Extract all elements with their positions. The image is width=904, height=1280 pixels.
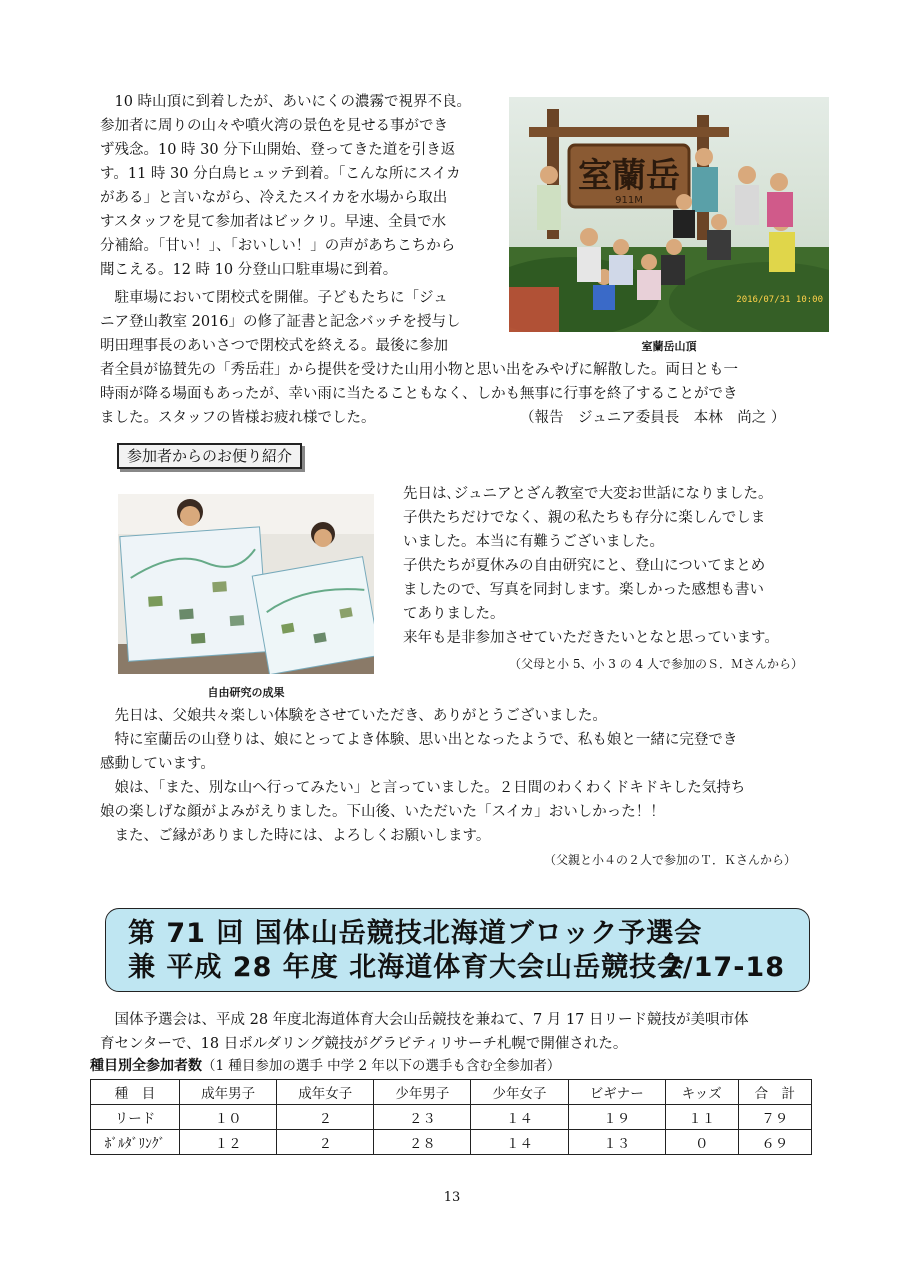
table-heading (90, 1055, 810, 1077)
table-cell: １３ (568, 1130, 665, 1155)
table-cell: ２３ (374, 1105, 471, 1130)
text-line: 子供たちが夏休みの自由研究にと、登山についてまとめ (403, 558, 766, 574)
text-line: 育センターで、18 日ボルダリング競技がグラビティリサーチ札幌で開催された。 (100, 1036, 628, 1052)
table-cell: ０ (665, 1130, 738, 1155)
table-title: 種目別全参加者数 (90, 1058, 202, 1074)
table-row (91, 1105, 812, 1130)
text-line: 10 時山頂に到着したが、あいにくの濃霧で視界不良。 (100, 94, 472, 110)
letter1 (403, 482, 813, 650)
text-line: 先日は、父娘共々楽しい体験をさせていただき、ありがとうございました。 (100, 708, 607, 724)
text-line: 駐車場において閉校式を開催。子どもたちに「ジュ (100, 290, 448, 306)
table-cell: ６９ (738, 1130, 811, 1155)
summit-photo (509, 97, 829, 332)
table-cell: １０ (180, 1105, 277, 1130)
table-cell: ２ (277, 1105, 374, 1130)
text-line: 子供たちだけでなく、親の私たちも存分に楽しんでしま (403, 510, 766, 526)
letter1-from: （父母と小 5、小 3 の 4 人で参加のＳ．Ｍさんから） (509, 657, 803, 671)
text-line: 参加者に周りの山々や噴火湾の景色を見せる事ができ (100, 118, 448, 134)
participants-table (90, 1079, 812, 1155)
research-photo-image (118, 494, 374, 674)
letter2-from: （父親と小４の２人で参加のＴ．Ｋさんから） (543, 853, 796, 867)
table-cell: １４ (471, 1130, 568, 1155)
report-para2 (100, 286, 500, 358)
text-line: すスタッフを見て参加者はビックリ。早速、全員で水 (100, 214, 447, 230)
photo-timestamp: 2016/07/31 10:00 (736, 295, 823, 305)
table-row (91, 1130, 812, 1155)
table-header-cell: 成年男子 (180, 1080, 277, 1105)
summit-photo-image (509, 97, 829, 332)
text-line: 時雨が降る場面もあったが、幸い雨に当たることもなく、しかも無事に行事を終了することができ (100, 386, 738, 402)
text-line: 娘は、「また、別な山へ行ってみたい」と言っていました。２日間のわくわくドキドキした気持ち (100, 780, 746, 796)
text-line: ました。スタッフの皆様お疲れ様でした。 (100, 410, 376, 426)
table-cell: ﾎﾞﾙﾀﾞﾘﾝｸﾞ (91, 1130, 180, 1155)
text-line: 聞こえる。12 時 10 分登山口駐車場に到着。 (100, 262, 398, 278)
table-header-cell: 少年男子 (374, 1080, 471, 1105)
competition-body (100, 1008, 820, 1056)
table-cell: １９ (568, 1105, 665, 1130)
text-line: ましたので、写真を同封します。楽しかった感想も書い (403, 582, 765, 598)
table-cell: ２ (277, 1130, 374, 1155)
text-line: また、ご縁がありました時には、よろしくお願いします。 (100, 828, 491, 844)
letter2 (100, 704, 820, 848)
competition-banner (105, 908, 810, 992)
text-line: 国体予選会は、平成 28 年度北海道体育大会山岳競技を兼ねて、7 月 17 日リード競技が美唄市体 (100, 1012, 749, 1028)
table-header-cell: 種 目 (91, 1080, 180, 1105)
research-photo (118, 494, 374, 674)
report-para1 (100, 90, 500, 282)
text-line: 明田理事長のあいさつで閉校式を終える。最後に参加 (100, 338, 448, 354)
banner-title-line1: 第 71 回 国体山岳競技北海道ブロック予選会 (128, 918, 703, 949)
table-header-cell: ビギナー (568, 1080, 665, 1105)
text-line: 分補給。「甘い！」、「おいしい！」の声があちこちから (100, 238, 456, 254)
research-photo-caption: 自由研究の成果 (207, 686, 285, 699)
text-line: 感動しています。 (100, 756, 215, 772)
text-line: 者全員が協賛先の「秀岳荘」から提供を受けた山用小物と思い出をみやげに解散した。両日とも一 (100, 362, 738, 378)
text-line: 娘の楽しげな顔がよみがえりました。下山後、いただいた「スイカ」おいしかった！！ (100, 804, 665, 820)
table-header-cell: キッズ (665, 1080, 738, 1105)
reporter-credit: （報告 ジュニア委員長 本林 尚之 ） (520, 410, 786, 426)
banner-title-line2: 兼 平成 28 年度 北海道体育大会山岳競技会 (128, 952, 686, 983)
table-cell: １１ (665, 1105, 738, 1130)
section-title: 参加者からのお便り紹介 (117, 443, 302, 469)
text-line: 特に室蘭岳の山登りは、娘にとってよき体験、思い出となったようで、私も娘と一緒に完登でき (100, 732, 738, 748)
table-cell: ２８ (374, 1130, 471, 1155)
sign-elevation: 911M (615, 195, 643, 206)
banner-dates: 7/17-18 (662, 952, 785, 983)
text-line: てありました。 (403, 606, 505, 622)
table-header-cell: 少年女子 (471, 1080, 568, 1105)
text-line: 先日は､ジュニアとざん教室で大変お世話になりました。 (403, 486, 773, 502)
table-header-cell: 合 計 (738, 1080, 811, 1105)
table-header-cell: 成年女子 (277, 1080, 374, 1105)
text-line: 来年も是非参加させていただきたいとなと思っています。 (403, 630, 779, 646)
table-cell: １４ (471, 1105, 568, 1130)
text-line: ず残念。10 時 30 分下山開始、登ってきた道を引き返 (100, 142, 456, 158)
sign-text: 室蘭岳 (578, 156, 680, 196)
table-header-row (91, 1080, 812, 1105)
table-cell: リード (91, 1105, 180, 1130)
table-cell: ７９ (738, 1105, 811, 1130)
text-line: がある」と言いながら、冷えたスイカを水場から取出 (100, 190, 448, 206)
page-number: 13 (443, 1190, 461, 1205)
text-line: ニア登山教室 2016」の修了証書と記念バッチを授与し (100, 314, 461, 330)
summit-photo-caption: 室蘭岳山頂 (641, 340, 697, 353)
table-note: （1 種目参加の選手 中学 2 年以下の選手も含む全参加者） (202, 1058, 561, 1074)
text-line: いました。本当に有難うございました。 (403, 534, 664, 550)
table-cell: １２ (180, 1130, 277, 1155)
text-line: す。11 時 30 分白鳥ヒュッテ到着。「こんな所にスイカ (100, 166, 461, 182)
